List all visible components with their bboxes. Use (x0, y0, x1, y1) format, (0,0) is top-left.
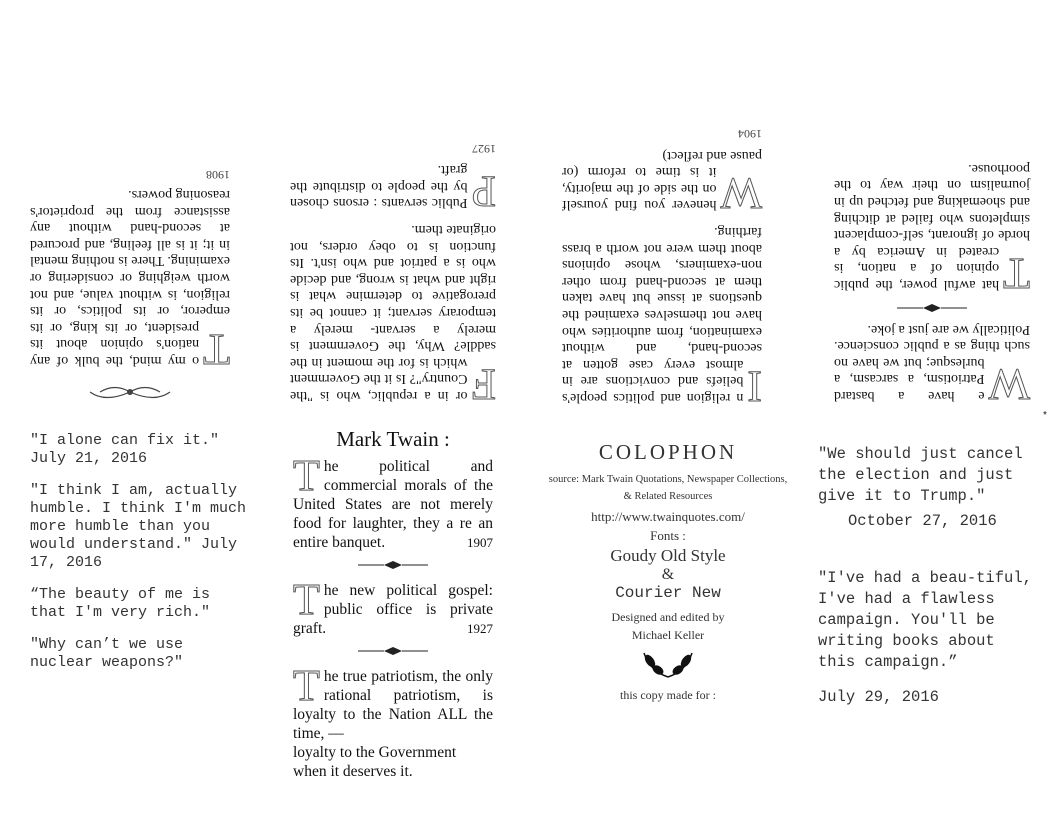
star-mark: * (1043, 410, 1047, 421)
top-quote-1: T o my mind, the bulk of any nation's opinion about its president, or its king, or its emperor, or its politics, or its religion, is without value, and not worth weighing or considering or examining. There is nothing mental in it; it is all feeling, and procured at second-hand without any assistance from the proprietor's reasoning powers. 1908 (30, 168, 230, 374)
designed-by: Designed and edited by (611, 610, 725, 624)
year-label: 1927 (467, 621, 493, 636)
quote-right-2: "I've had a beau-tiful, I've had a flawless campaign. You'll be writing books about this campaign.” (818, 569, 1032, 671)
top-panel-4 (834, 18, 1030, 409)
top-quote-4b: T hat awful power, the public opinion of a nation, is created in America by a horde of ignorant, self-complacent simpletons who failed at ditching and shoemaking and fetched up in journalism on their way to the poorhouse. (834, 160, 1030, 299)
drop-cap: T (1003, 249, 1030, 299)
colophon-url: http://www.twainquotes.com/ (591, 509, 745, 524)
drop-cap: T (293, 451, 320, 500)
laurel-ornament (540, 649, 796, 684)
twain-quote-3-tail: loyalty to the Government when it deserves it. (293, 744, 457, 780)
colophon-panel (540, 440, 796, 703)
colophon-source: source: Mark Twain Quotations, Newspaper Collections, & Related Resources (548, 474, 788, 502)
drop-cap: T (293, 575, 320, 624)
twain-quote-1: The political and commercial morals of the United States are not merely food for laughter, they a re an entire banquet. 1907 (293, 451, 493, 551)
quote-3: “The beauty of me is that I'm very rich." (30, 586, 211, 621)
twain-quote-2: The new political gospel: public office is private graft. 1927 (293, 575, 493, 637)
top-panel-2 (290, 18, 496, 409)
twain-title: Mark Twain : (336, 427, 450, 451)
fonts-label: Fonts : (650, 528, 686, 543)
quote-1: "I alone can fix it." July 21, 2016 (30, 432, 220, 467)
ornament-divider (293, 556, 493, 575)
top-quote-3a: I n religion and politics people's beliefs and convictions are in almost every case gotten at second-hand, and without examination, from authorities who have not themselves examined the questions at issue but have taken them at second-hand from other non-examiners, whose opinions about them were not worth a brass farthing. (562, 224, 762, 411)
year-label: 1907 (467, 535, 493, 550)
made-for: this copy made for : (620, 688, 716, 702)
year-label: 1927 (472, 141, 496, 156)
top-quote-4a: W e have a bastard Patriotism, a sarcasm, a burlesque; but we have no such thing as a public conscience. Politically we are just a joke. (834, 321, 1030, 409)
right-quotes-panel (818, 444, 1033, 708)
top-quote-3b: W henever you find yourself on the side of the majority, it is time to reform (or pause and reflect) 1904 (562, 127, 762, 219)
left-quotes-panel (30, 432, 250, 686)
drop-cap: T (293, 661, 320, 710)
drop-cap: T (203, 325, 230, 374)
top-panel-1 (30, 18, 230, 403)
drop-cap: W (988, 360, 1030, 409)
ampersand: & (661, 566, 675, 583)
quote-2: "I think I am, actually humble. I think I'm much more humble than you would understand." July 17, 2016 (30, 482, 247, 571)
ornament-divider (293, 642, 493, 661)
year-label: 1908 (206, 168, 230, 183)
ornament-divider (834, 298, 1030, 316)
top-quote-2b: P Public servants : ersons chosen by the people to distribute the graft. 1927 (290, 141, 496, 217)
year-label: 1904 (738, 127, 762, 142)
font-1: Goudy Old Style (610, 546, 726, 565)
drop-cap: I (747, 362, 762, 411)
flourish-ornament (30, 376, 230, 403)
drop-cap: P (471, 167, 496, 217)
editor-name: Michael Keller (631, 628, 705, 642)
twain-quote-3: The true patriotism, the only rational patriotism, is loyalty to the Nation ALL the time, — (293, 661, 493, 742)
top-panel-3 (562, 10, 762, 411)
top-quote-2a: F or in a republic, who is "the Country"? Is it the Government which is for the moment in the saddle? Why, the Government is merely a servant- merely a temporary servant; it cannot be its prerogative to determine what is right and what is wrong, and decide who is a patriot and who isn't. Its function is to obey orders, not originate them. (290, 222, 496, 409)
drop-cap: F (471, 360, 496, 409)
quote-right-1-date: October 27, 2016 (848, 512, 997, 530)
quote-right-1: "We should just cancel the election and just give it to Trump." (818, 445, 1023, 505)
quote-4: "Why can’t we use nuclear weapons?" (30, 636, 184, 671)
drop-cap: W (720, 169, 762, 219)
quote-right-2-date: July 29, 2016 (818, 688, 939, 706)
font-2: Courier New (615, 584, 721, 602)
twain-panel (293, 427, 493, 781)
colophon-title: COLOPHON (598, 440, 738, 464)
